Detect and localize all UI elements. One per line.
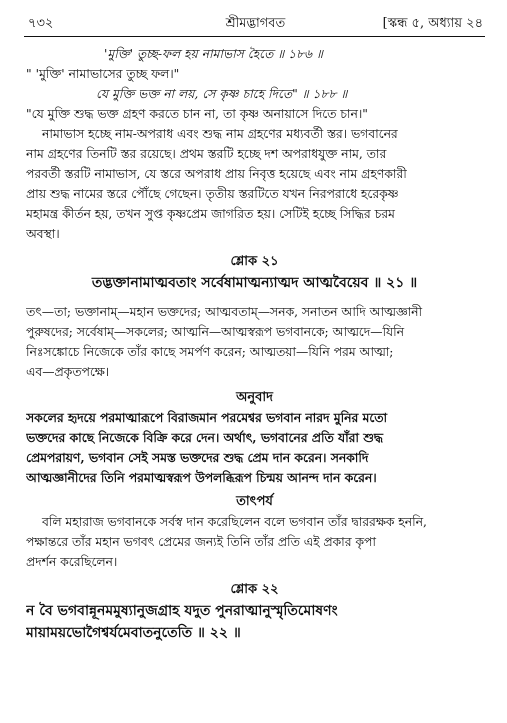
paragraph-line: নামাভাস হচ্ছে নাম-অপরাধ এবং শুদ্ধ নাম গ্রহণের মধ্যবর্তী স্তর। ভগবানের: [42, 127, 398, 141]
translation-line: প্রেমপরায়ণ, ভগবান সেই সমস্ত ভক্তদের শুদ্ধ প্রেম দান করেন। সনকাদি: [26, 450, 369, 465]
paragraph-line: নাম গ্রহণের তিনটি স্তর রয়েছে। প্রথম স্তরটি হচ্ছে দশ অপরাধযুক্ত নাম, তার: [26, 147, 387, 161]
purport-line: বলি মহারাজ ভগবানকে সর্বস্ব দান করেছিলেন বলে ভগবান তাঁর দ্বাররক্ষক হননি,: [42, 515, 427, 529]
page-header: [28, 14, 483, 34]
sloka-22-line: ন বৈ ভগবান্নূনমমুষ্যানুজগ্রাহ যদুত পুনরাত্মানুস্মৃতিমোষণং: [26, 603, 338, 619]
verse-quote-186: 'মুক্তি' তুচ্ছ-ফল হয় নামাভাস হৈতে ॥ ১৮৬ ॥: [104, 47, 323, 61]
paragraph-line: মহামন্ত্র কীর্তন হয়, তখন সুপ্ত কৃষ্ণপ্রেম জাগরিত হয়। সেটিই হচ্ছে সিদ্ধির চরম: [26, 207, 395, 221]
synonyms-line: পুরুষদের; সর্বেষাম্—সকলের; আত্মনি—আত্মস্বরূপ ভগবানকে; আত্মদে—যিনি: [26, 325, 404, 339]
verse-quote-188-translation: "যে মুক্তি শুদ্ধ ভক্ত গ্রহণ করতে চান না, তা কৃষ্ণ অনায়াসে দিতে চান।": [26, 107, 368, 121]
paragraph-line: প্রায় শুদ্ধ নামের স্তরে পৌঁছে গেছেন। তৃতীয় স্তরটিতে যখন নিরপরাধে হরেকৃষ্ণ: [26, 187, 399, 201]
sloka-22-heading: শ্লোক ২২: [230, 582, 279, 597]
page-number: ৭৩২: [28, 16, 54, 31]
translation-line: সকলের হৃদয়ে পরমাত্মারূপে বিরাজমান পরমেশ্বর ভগবান নারদ মুনির মতো: [26, 410, 388, 425]
translation-line: ভক্তদের কাছে নিজেকে বিক্রি করে দেন। অর্থাৎ, ভগবানের প্রতি যাঁরা শুদ্ধ: [26, 430, 383, 445]
paragraph-line: অবস্থা।: [26, 227, 60, 241]
synonyms-line: নিঃসঙ্কোচে নিজেকে তাঁর কাছে সমর্পণ করেন; আত্মতয়া—যিনি পরম আত্মা;: [26, 345, 394, 359]
purport-line: প্রদর্শন করেছিলেন।: [26, 555, 118, 569]
page-content: [26, 44, 483, 644]
running-title: শ্রীমদ্ভাগবত: [225, 16, 286, 31]
section-reference: [স্কন্ধ ৫, অধ্যায় ২৪: [382, 16, 483, 31]
sloka-21-heading: শ্লোক ২১: [230, 254, 279, 269]
translation-line: আত্মজ্ঞানীদের তিনি পরমাত্মস্বরূপ উপলব্ধিরূপ চিন্ময় আনন্দ দান করেন।: [26, 470, 377, 485]
sloka-22-line: মায়াময়ভোগৈশ্বর্যমেবাতনুতেতি ॥ ২২ ॥: [26, 625, 241, 641]
verse-quote-188: যে মুক্তি ভক্ত না লয়, সে কৃষ্ণ চাহে দিতে" ॥ ১৮৮ ॥: [96, 87, 348, 101]
sloka-21-text: তদ্ভক্তানামাত্মবতাং সর্বেষামাত্মন্যাত্মদ আত্মবৈয়েব ॥ ২১ ॥: [91, 275, 418, 291]
paragraph-line: পরবর্তী স্তরটি নামাভাস, যে স্তরে অপরাধ প্রায় নিবৃত্ত হয়েছে এবং নাম গ্রহণকারী: [26, 167, 407, 181]
synonyms-line: তৎ—তা; ভক্তানাম্—মহান ভক্তদের; আত্মবতাম্—সনক, সনাতন আদি আত্মজ্ঞানী: [26, 305, 423, 319]
purport-line: পক্ষান্তরে তাঁর মহান ভগবৎ প্রেমের জন্যই তিনি তাঁর প্রতি এই প্রকার কৃপা: [26, 535, 376, 549]
translation-heading: অনুবাদ: [236, 390, 273, 405]
synonyms-line: এব—প্রকৃতপক্ষে।: [26, 365, 110, 379]
verse-quote-translation: " 'মুক্তি' নামাভাসের তুচ্ছ ফল।": [26, 67, 180, 81]
purport-heading: তাৎপর্য: [236, 494, 273, 509]
header-rule: [24, 36, 485, 37]
